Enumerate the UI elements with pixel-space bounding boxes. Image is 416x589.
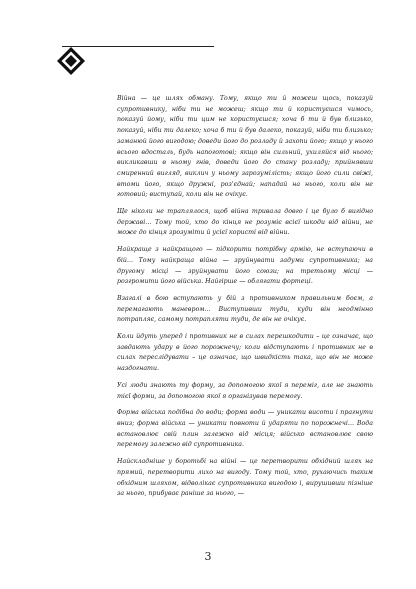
text-block	[117, 94, 373, 506]
paragraph: Форма війська подібна до води; форма води — уникати висоти і прагнути вниз; форма війська — уникати повноти й ударяти по порожнечі… Вода встановлює свій плин залежно від місця; військо встановлює свою перемогу залежно від супротивника.	[117, 409, 373, 449]
header-rule	[62, 46, 214, 47]
paragraph: Найкраще з найкращого — підкорити потрібну армію, не вступаючи в бій… Тому найкраща війна — зруйнувати задуми супротивника; на другому місці — зруйнувати його союзи; на третьому місці — розгромити його війська. Найгірше — облягати фортеці.	[117, 246, 373, 286]
paragraph: Взагалі в бою вступають у бій з противником правильним боєм, а перемагають маневром… Виступивши туди, куди він неодмінно потрапляє, самому потрапляти туди, де він не очікує.	[117, 294, 373, 324]
page-number: 3	[204, 550, 212, 563]
paragraph: Війна — це шлях обману. Тому, якщо ти й можеш щось, показуй супротивнику, ніби ти не можеш; якщо ти й користуєшся чимось, показуй йому, ніби ти цим не користуєшся; хоча б ти й був близько, показуй, ніби ти далеко; хоча б ти й був далеко, показуй, ніби ти близько; заманюй його вигодою; доведи його до розладу й захопи його; якщо у нього всього вдосталь, будь напоготові; якщо він сильний, ухиляйся від нього; викликавши в ньому гнів, доведи його до стану розладу; прийнявши смиренний вигляд, виклич у ньому зарозумілість; якщо його сили свіжі, втоми його, якщо дружні, роз'єднай; нападай на нього, коли він не готовий; виступай, коли він не очікує.	[117, 95, 373, 199]
paragraph: Ще ніколи не траплялося, щоб війна тривала довго і це було б вигідно державі… Тому той, хто до кінця не розуміє всієї шкоди від війни, не може до кінця зрозуміти й усієї користі від війни.	[117, 208, 373, 237]
paragraph: Коли йдуть уперед і противник не в силах перешкодити – це означає, що завдають удару в його порожнечу; коли відступають і противник не в силах переслідувати – це означає, що швидкість така, що він не може наздогнати.	[117, 333, 373, 373]
paragraph: Найскладніше у боротьбі на війні — це перетворити обхідний шлях на прямий, перетворити лихо на вигоду. Тому той, хто, рухаючись таким обхідним шляхом, відволікає супротивника вигодою і, вирушивши пізніше за нього, прибуває раніше за нього, —	[117, 458, 373, 498]
paragraph: Усі люди знають ту форму, за допомогою якої я переміг, але не знають тієї форми, за допомогою якої я організував перемогу.	[117, 381, 373, 400]
diamond-ornament-icon	[56, 46, 86, 76]
